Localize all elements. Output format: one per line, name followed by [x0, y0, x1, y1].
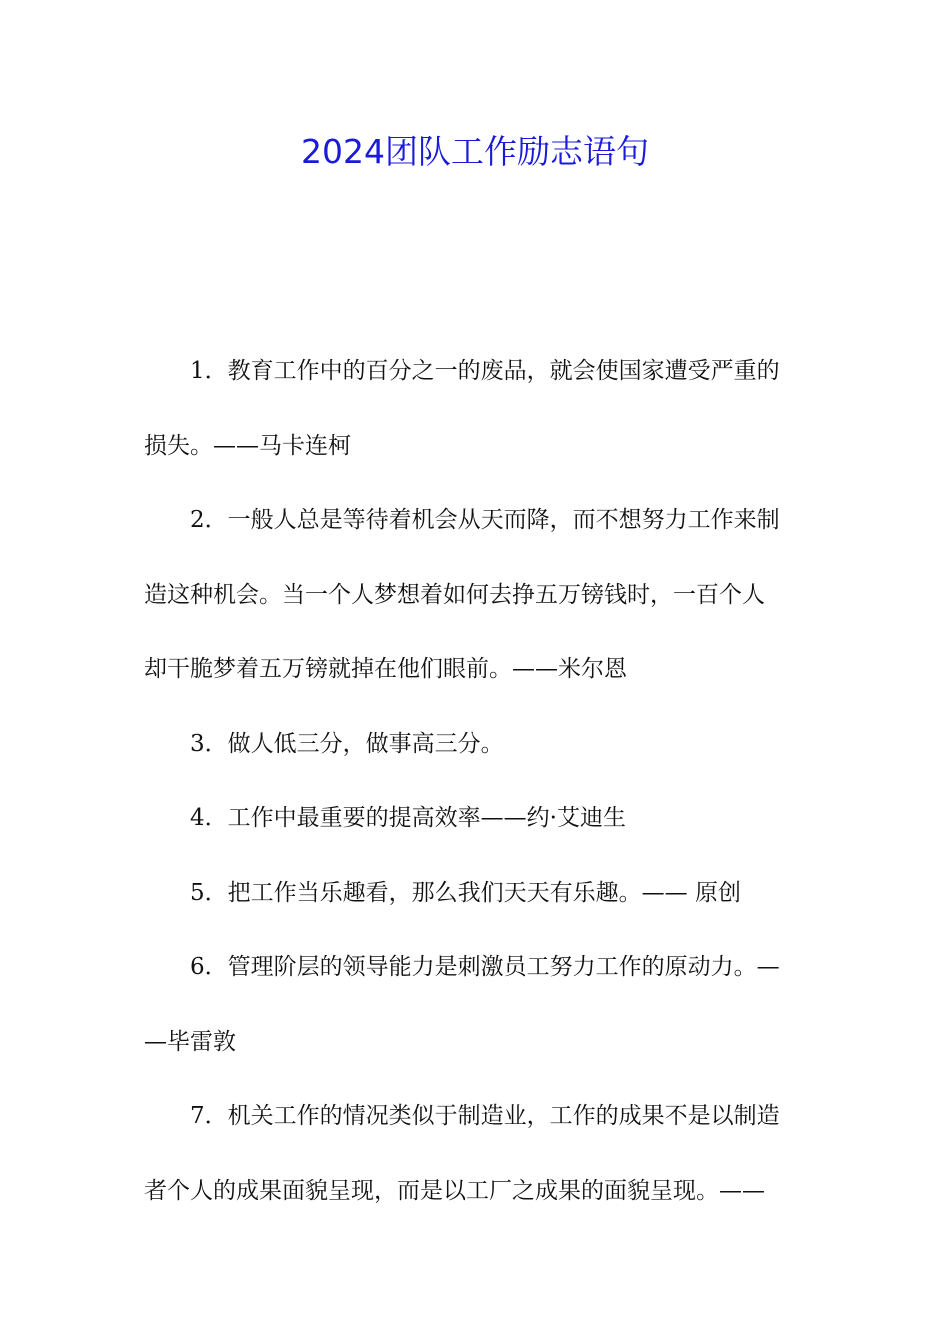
quote-line: 者个人的成果面貌呈现，而是以工厂之成果的面貌呈现。——	[144, 1177, 765, 1204]
quote-line: 2．一般人总是等待着机会从天而降，而不想努力工作来制	[190, 507, 780, 533]
quote-line: 4．工作中最重要的提高效率——约·艾迪生	[190, 805, 626, 831]
quote-paragraph	[144, 781, 806, 856]
document-body	[144, 334, 806, 1228]
quote-line: 3．做人低三分，做事高三分。	[190, 730, 504, 757]
quote-paragraph	[144, 483, 806, 707]
quote-line: 5．把工作当乐趣看，那么我们天天有乐趣。—— 原创	[190, 879, 741, 906]
quote-paragraph	[144, 930, 806, 1079]
quote-line: 造这种机会。当一个人梦想着如何去挣五万镑钱时，一百个人	[144, 581, 765, 608]
quote-line: —毕雷敦	[144, 1028, 236, 1055]
quote-line: 1．教育工作中的百分之一的废品，就会使国家遭受严重的	[190, 358, 780, 384]
quote-line: 却干脆梦着五万镑就掉在他们眼前。——米尔恩	[144, 656, 627, 682]
quote-paragraph	[144, 707, 806, 782]
quote-line: 6．管理阶层的领导能力是刺激员工努力工作的原动力。—	[190, 954, 780, 980]
quote-paragraph	[144, 1079, 806, 1228]
quote-paragraph	[144, 856, 806, 931]
quote-line: 7．机关工作的情况类似于制造业，工作的成果不是以制造	[190, 1103, 780, 1129]
quote-line: 损失。——马卡连柯	[144, 432, 351, 459]
document-title: 2024团队工作励志语句	[301, 132, 649, 171]
quote-paragraph	[144, 334, 806, 483]
